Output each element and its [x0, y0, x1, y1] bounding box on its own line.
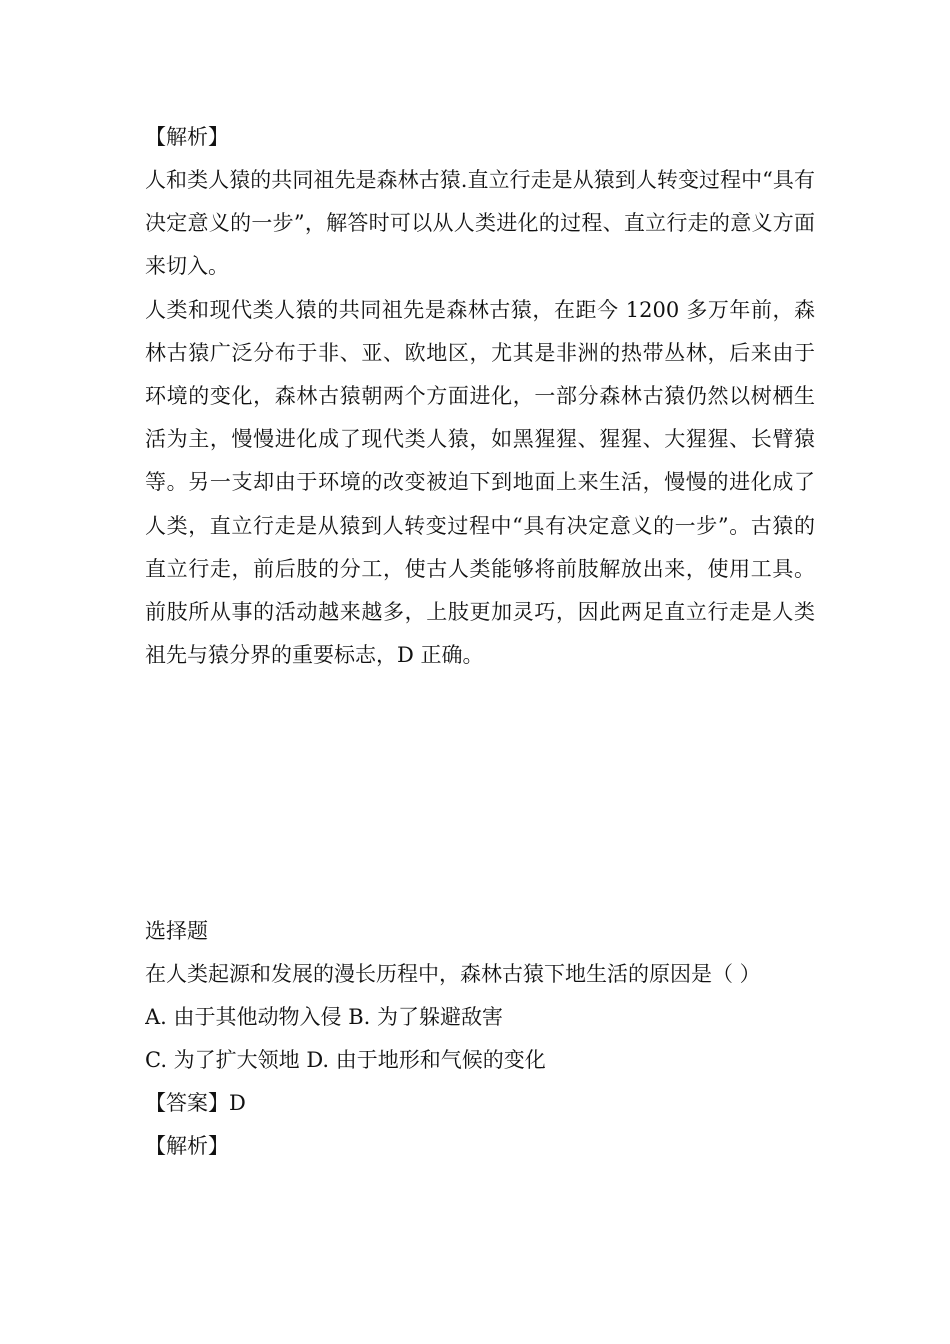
question-options-cd: C. 为了扩大领地 D. 由于地形和气候的变化 — [145, 1048, 546, 1072]
analysis-detail: 人类和现代类人猿的共同祖先是森林古猿，在距今 1200 多万年前，森林古猿广泛分布于非、亚、欧地区，尤其是非洲的热带丛林，后来由于环境的变化，森林古猿朝两个方面进化，一部分森林古猿仍然以树栖生活为主，慢慢进化成了现代类人猿，如黑猩猩、猩猩、大猩猩、长臂猿等。另一支却由于环境的改变被迫下到地面上来生活，慢慢的进化成了人类，直立行走是从猿到人转变过程中“具有决定意义的一步”。古猿的直立行走，前后肢的分工，使古人类能够将前肢解放出来，使用工具。前肢所从事的活动越来越多，上肢更加灵巧，因此两足直立行走是人类祖先与猿分界的重要标志，D 正确。 — [145, 297, 815, 668]
analysis-summary: 人和类人猿的共同祖先是森林古猿.直立行走是从猿到人转变过程中“具有决定意义的一步”，解答时可以从人类进化的过程、直立行走的意义方面来切入。 — [145, 168, 815, 279]
analysis-heading-2: 【解析】 — [145, 1134, 229, 1158]
analysis-heading: 【解析】 — [145, 125, 229, 149]
question-section — [145, 910, 815, 1168]
question-options-ab: A. 由于其他动物入侵 B. 为了躲避敌害 — [145, 1005, 503, 1029]
answer-line: 【答案】D — [145, 1091, 246, 1115]
question-stem: 在人类起源和发展的漫长历程中，森林古猿下地生活的原因是（ ） — [145, 962, 761, 986]
question-type-label: 选择题 — [145, 919, 208, 943]
analysis-section — [145, 116, 815, 677]
